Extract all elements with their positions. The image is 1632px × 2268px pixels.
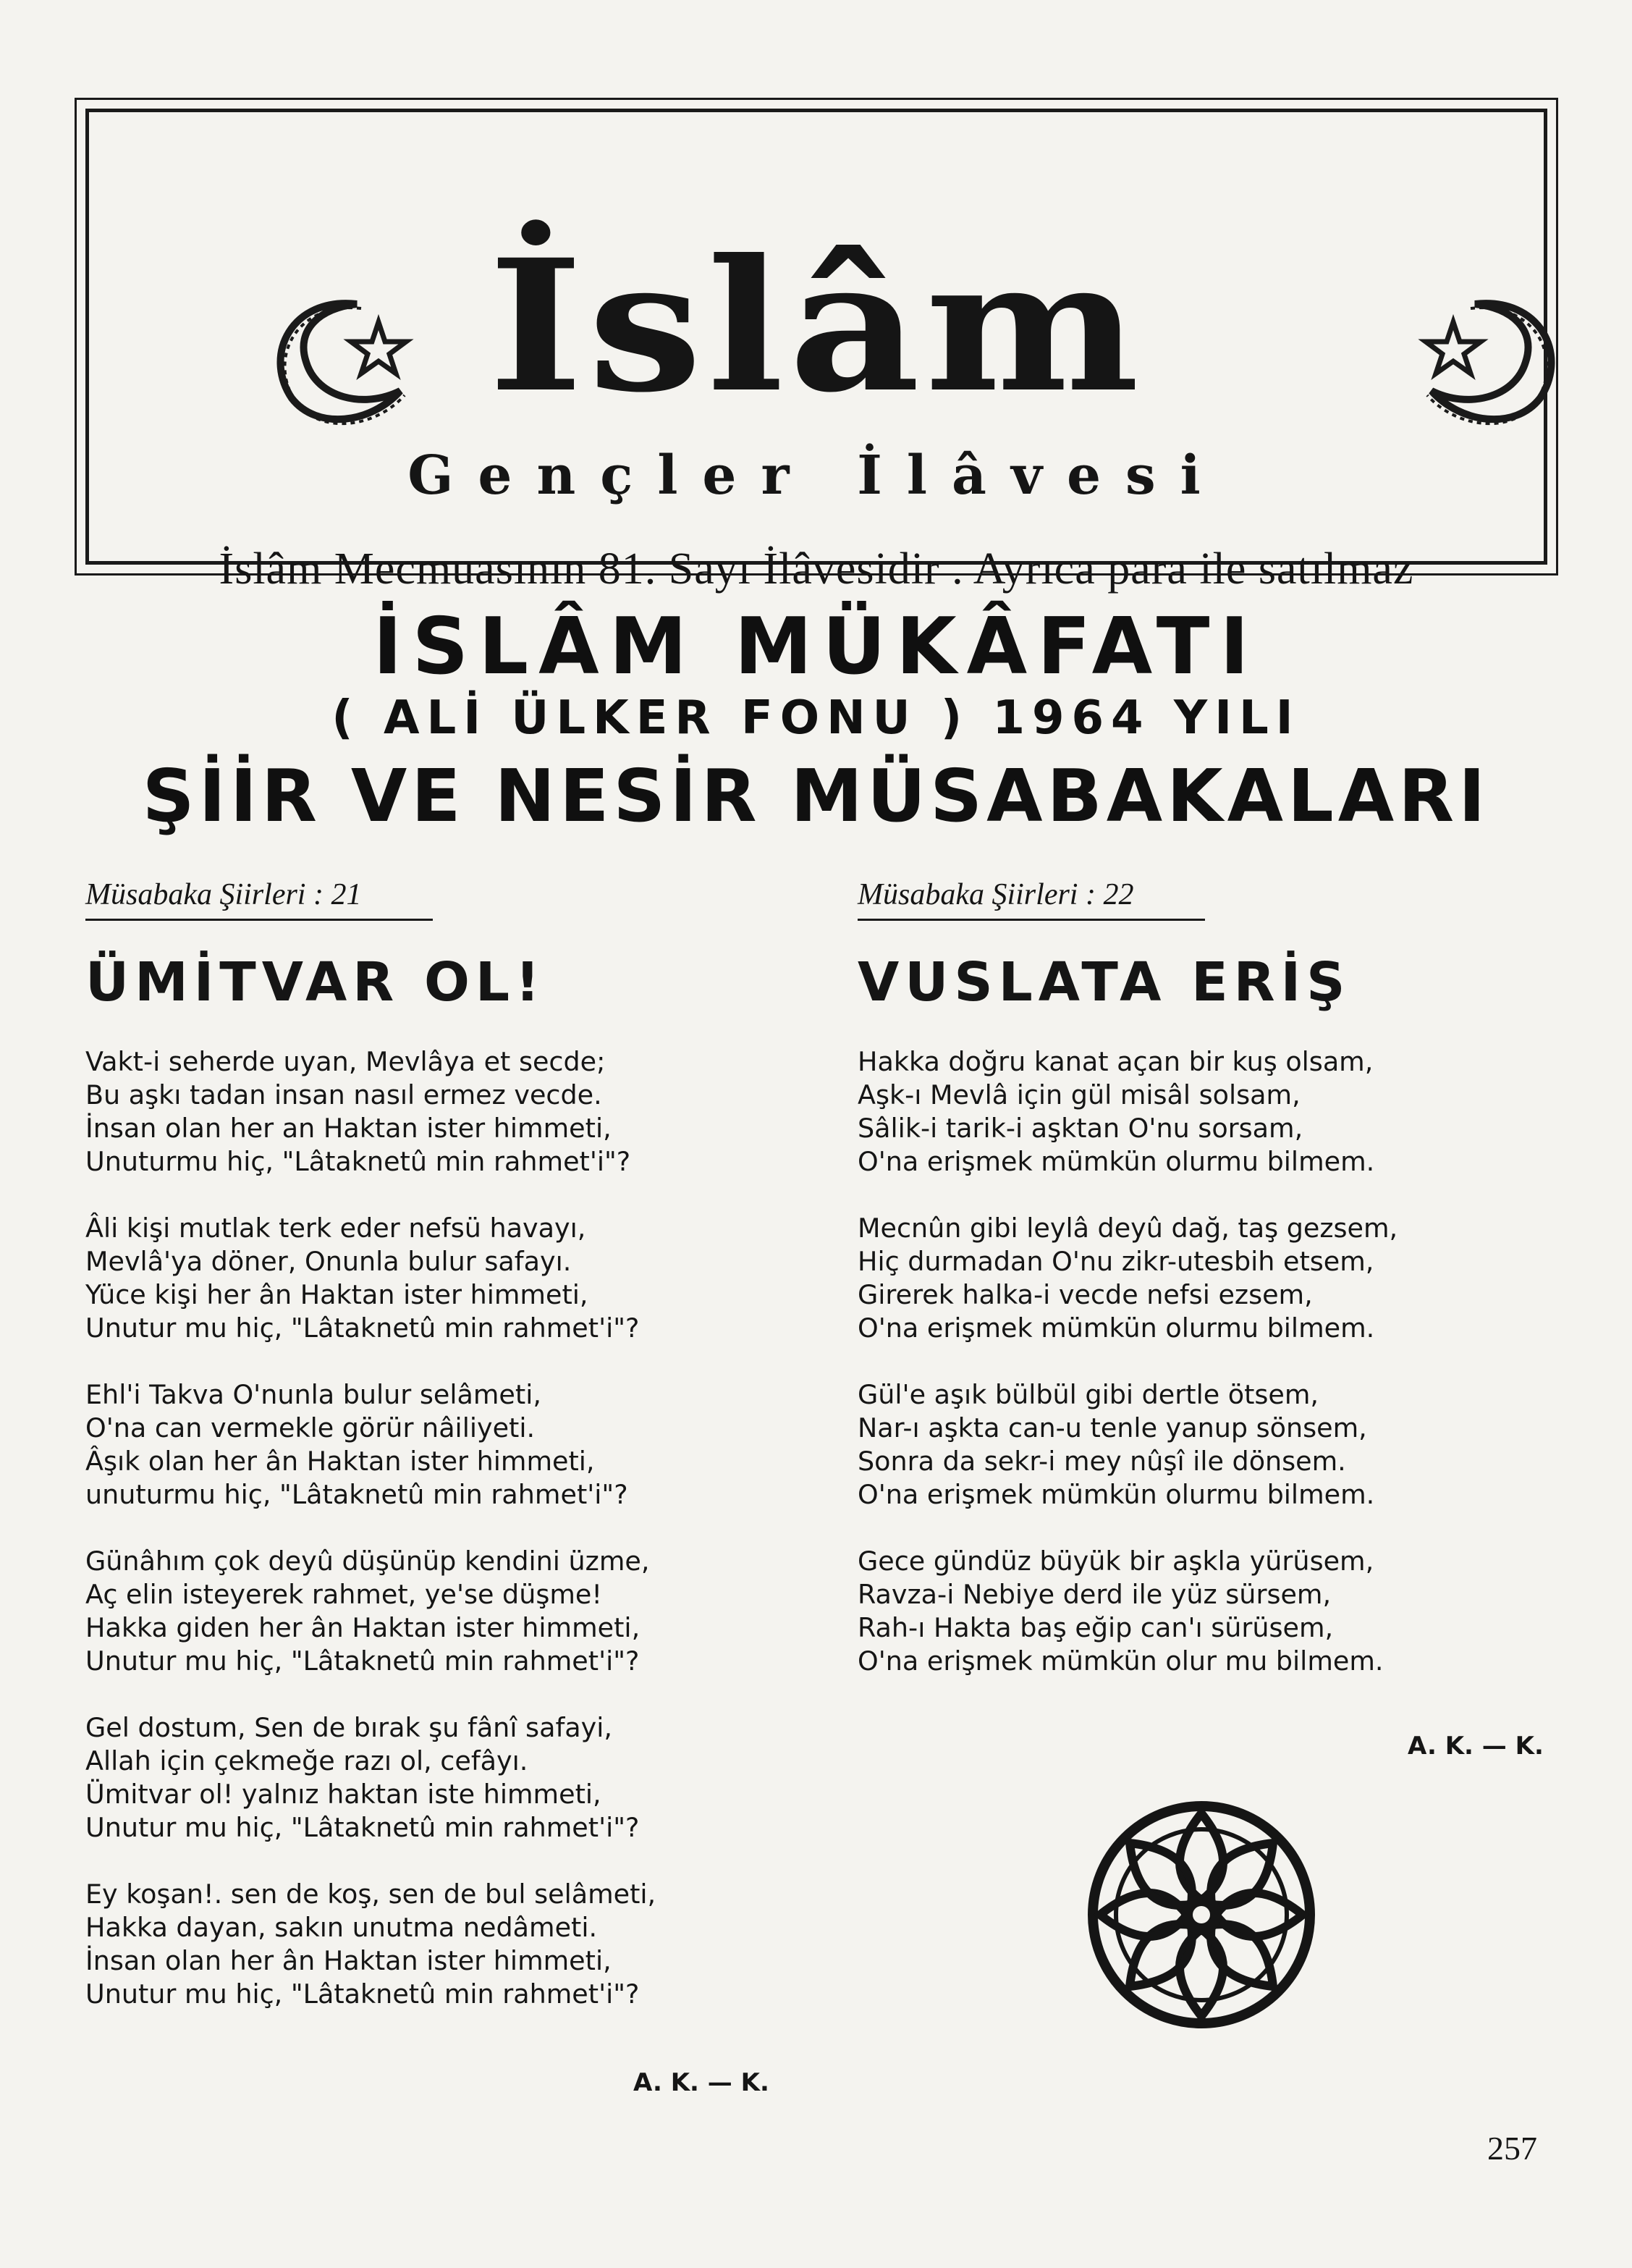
stanza (858, 1212, 1581, 1345)
poem-line: Unutur mu hiç, "Lâtaknetû min rahmet'i"? (85, 1312, 640, 1344)
poem-line: Hakka giden her ân Haktan ister himmeti, (85, 1612, 640, 1643)
stanza (85, 1378, 809, 1512)
stanza (85, 1878, 809, 2011)
poem-line: Ehl'i Takva O'nunla bulur selâmeti, (85, 1379, 541, 1410)
poem-line: O'na can vermekle görür nâiliyeti. (85, 1412, 536, 1443)
poem-line: İnsan olan her an Haktan ister himmeti, (85, 1113, 612, 1144)
stanza (85, 1545, 809, 1678)
masthead (85, 109, 1547, 594)
poem-signature: A. K. — K. (633, 2068, 769, 2097)
poem-line: Bu aşkı tadan insan nasıl ermez vecde. (85, 1079, 602, 1110)
poem-line: O'na erişmek mümkün olurmu bilmem. (858, 1479, 1375, 1510)
stanza (85, 1045, 809, 1179)
poem-line: Gece gündüz büyük bir aşkla yürüsem, (858, 1546, 1374, 1577)
poem-line: Unutur mu hiç, "Lâtaknetû min rahmet'i"? (85, 1978, 640, 2010)
headline-line-2: ( ALİ ÜLKER FONU ) 1964 YILI (331, 691, 1301, 745)
poem-signature: A. K. — K. (1408, 1732, 1544, 1761)
poem-line: Vakt-i seherde uyan, Mevlâya et secde; (85, 1046, 606, 1077)
poem-line: Rah-ı Hakta baş eğip can'ı sürüsem, (858, 1612, 1334, 1643)
poem-line: Âşık olan her ân Haktan ister himmeti, (85, 1446, 595, 1477)
poem-line: Allah için çekmeğe razı ol, cefâyı. (85, 1745, 528, 1776)
poem-line: Gel dostum, Sen de bırak şu fânî safayi, (85, 1712, 613, 1743)
poem-line: Ey koşan!. sen de koş, sen de bul selâmeti, (85, 1879, 656, 1910)
poem-line: Mevlâ'ya döner, Onunla bulur safayı. (85, 1246, 572, 1277)
poem-line: Unutur mu hiç, "Lâtaknetû min rahmet'i"? (85, 1812, 640, 1843)
masthead-note: İslâm Mecmuasının 81. Sayı İlâvesidir . Ayrıca para ile satılmaz (219, 544, 1414, 594)
poem-line: Nar-ı aşkta can-u tenle yanup sönsem, (858, 1412, 1367, 1443)
section-label: Müsabaka Şiirleri : 22 (858, 880, 1205, 921)
poem-line: İnsan olan her ân Haktan ister himmeti, (85, 1945, 612, 1976)
poem-title: VUSLATA ERİŞ (858, 951, 1351, 1013)
stanza (85, 1212, 809, 1345)
poem-line: Unutur mu hiç, "Lâtaknetû min rahmet'i"? (85, 1645, 640, 1677)
poem-line: unuturmu hiç, "Lâtaknetû min rahmet'i"? (85, 1479, 628, 1510)
poem-line: O'na erişmek mümkün olurmu bilmem. (858, 1146, 1375, 1177)
poem-line: Hakka dayan, sakın unutma nedâmeti. (85, 1912, 598, 1943)
poem-line: Günâhım çok deyû düşünüp kendini üzme, (85, 1546, 650, 1577)
stanza (858, 1545, 1581, 1678)
poem-line: Hakka doğru kanat açan bir kuş olsam, (858, 1046, 1374, 1077)
poem-line: O'na erişmek mümkün olur mu bilmem. (858, 1645, 1384, 1677)
poem-column-right (858, 880, 1581, 1711)
poem-line: O'na erişmek mümkün olurmu bilmem. (858, 1312, 1375, 1344)
headline-line-1: İSLÂM MÜKÂFATI (373, 602, 1259, 692)
poem-line: Gül'e aşık bülbül gibi dertle ötsem, (858, 1379, 1319, 1410)
rosette-ornament-icon (1082, 1795, 1321, 2034)
masthead-subtitle: Gençler İlâvesi (407, 444, 1225, 507)
poem-line: Aç elin isteyerek rahmet, ye'se düşme! (85, 1579, 603, 1610)
stanza (858, 1378, 1581, 1512)
stanza (85, 1711, 809, 1845)
poem-line: Ravza-i Nebiye derd ile yüz sürsem, (858, 1579, 1332, 1610)
poem-line: Âli kişi mutlak terk eder nefsü havayı, (85, 1213, 586, 1244)
stanza (858, 1045, 1581, 1179)
poem-line: Ümitvar ol! yalnız haktan iste himmeti, (85, 1779, 601, 1810)
poem-line: Mecnûn gibi leylâ deyû dağ, taş gezsem, (858, 1213, 1398, 1244)
poem-column-left (85, 880, 809, 2044)
poem-line: Aşk-ı Mevlâ için gül misâl solsam, (858, 1079, 1301, 1110)
poem-line: Yüce kişi her ân Haktan ister himmeti, (85, 1279, 588, 1310)
poem-line: Unuturmu hiç, "Lâtaknetû min rahmet'i"? (85, 1146, 631, 1177)
poem-body (85, 1045, 809, 2011)
poem-line: Sonra da sekr-i mey nûşî ile dönsem. (858, 1446, 1346, 1477)
page-number: 257 (1487, 2130, 1537, 2167)
headline-line-3: ŞİİR VE NESİR MÜSABAKALARI (142, 754, 1490, 838)
poem-line: Sâlik-i tarik-i aşktan O'nu sorsam, (858, 1113, 1303, 1144)
poem-line: Hiç durmadan O'nu zikr-utesbih etsem, (858, 1246, 1374, 1277)
section-label: Müsabaka Şiirleri : 21 (85, 880, 433, 921)
poem-line: Girerek halka-i vecde nefsi ezsem, (858, 1279, 1313, 1310)
poem-title: ÜMİTVAR OL! (85, 951, 546, 1013)
poem-body (858, 1045, 1581, 1678)
masthead-title: İslâm (488, 219, 1145, 432)
